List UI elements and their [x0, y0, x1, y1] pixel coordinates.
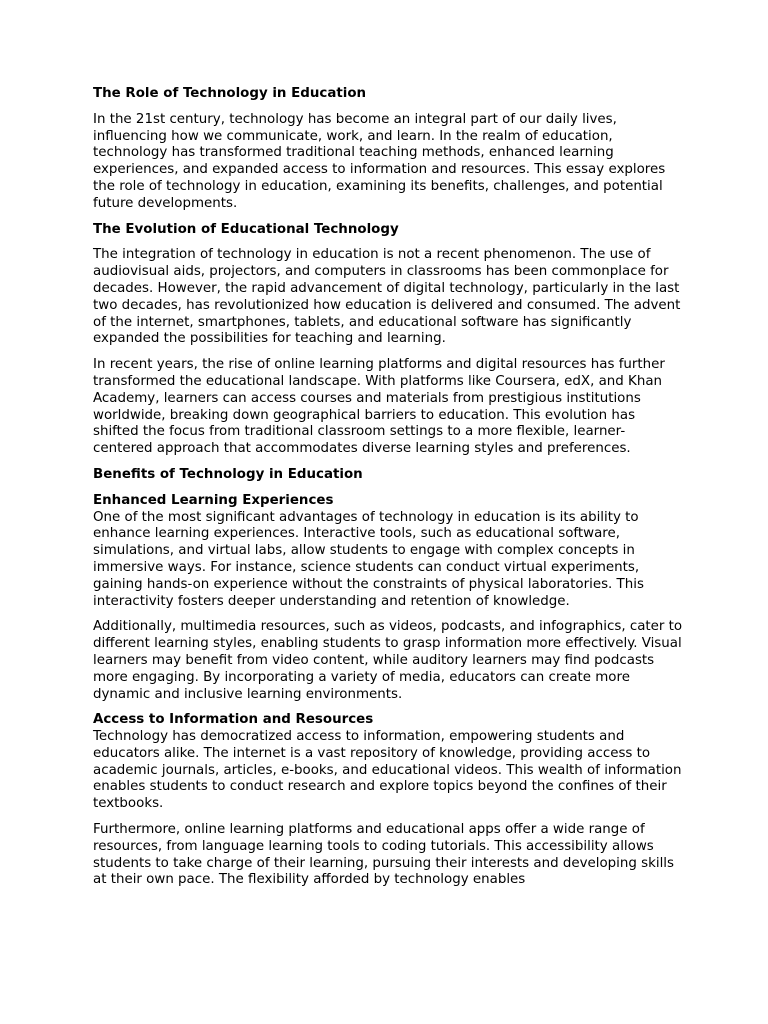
evolution-paragraph-2: In recent years, the rise of online learning platforms and digital resources has further transformed the educational landscape. With platforms like Coursera, edX, and Khan Academy, learners can access courses and materials from prestigious institutions worldwide, breaking down geographical barriers to education. This evolution has shifted the focus from traditional classroom settings to a more flexible, learner-centered approach that accommodates diverse learning styles and preferences. — [93, 357, 665, 457]
document-page — [93, 86, 683, 898]
evolution-paragraph-1: The integration of technology in education is not a recent phenomenon. The use of audiovisual aids, projectors, and computers in classrooms has been commonplace for decades. However, the rapid advancement of digital technology, particularly in the last two decades, has revolutionized how education is delivered and consumed. The advent of the internet, smartphones, tablets, and educational software has significantly expanded the possibilities for teaching and learning. — [93, 247, 681, 347]
enhanced-paragraph-1: One of the most significant advantages of technology in education is its ability to enhance learning experiences. Interactive tools, such as educational software, simulations, and virtual labs, allow students to engage with complex concepts in immersive ways. For instance, science students can conduct virtual experiments, gaining hands-on experience without the constraints of physical laboratories. This interactivity fosters deeper understanding and retention of knowledge. — [93, 509, 644, 609]
enhanced-paragraph-2: Additionally, multimedia resources, such as videos, podcasts, and infographics, cater to different learning styles, enabling students to grasp information more effectively. Visual learners may benefit from video content, while auditory learners may find podcasts more engaging. By incorporating a variety of media, educators can create more dynamic and inclusive learning environments. — [93, 619, 683, 702]
subheading-access: Access to Information and Resources — [93, 712, 374, 728]
subheading-enhanced-learning: Enhanced Learning Experiences — [93, 492, 334, 508]
access-paragraph-2: Furthermore, online learning platforms and educational apps offer a wide range of resources, from language learning tools to coding tutorials. This accessibility allows students to take charge of their learning, pursuing their interests and developing skills at their own pace. The flexibility afforded by technology enables — [93, 822, 675, 888]
section-heading-evolution: The Evolution of Educational Technology — [93, 221, 399, 237]
intro-paragraph: In the 21st century, technology has become an integral part of our daily lives, influencing how we communicate, work, and learn. In the realm of education, technology has transformed traditional teaching methods, enhanced learning experiences, and expanded access to information and resources. This essay explores the role of technology in education, examining its benefits, challenges, and potential future developments. — [93, 111, 666, 211]
section-heading-benefits: Benefits of Technology in Education — [93, 466, 363, 482]
document-title: The Role of Technology in Education — [93, 86, 367, 101]
access-paragraph-1: Technology has democratized access to information, empowering students and educators alike. The internet is a vast repository of knowledge, providing access to academic journals, articles, e-books, and educational videos. This wealth of information enables students to conduct research and explore topics beyond the confines of their textbooks. — [93, 729, 682, 812]
